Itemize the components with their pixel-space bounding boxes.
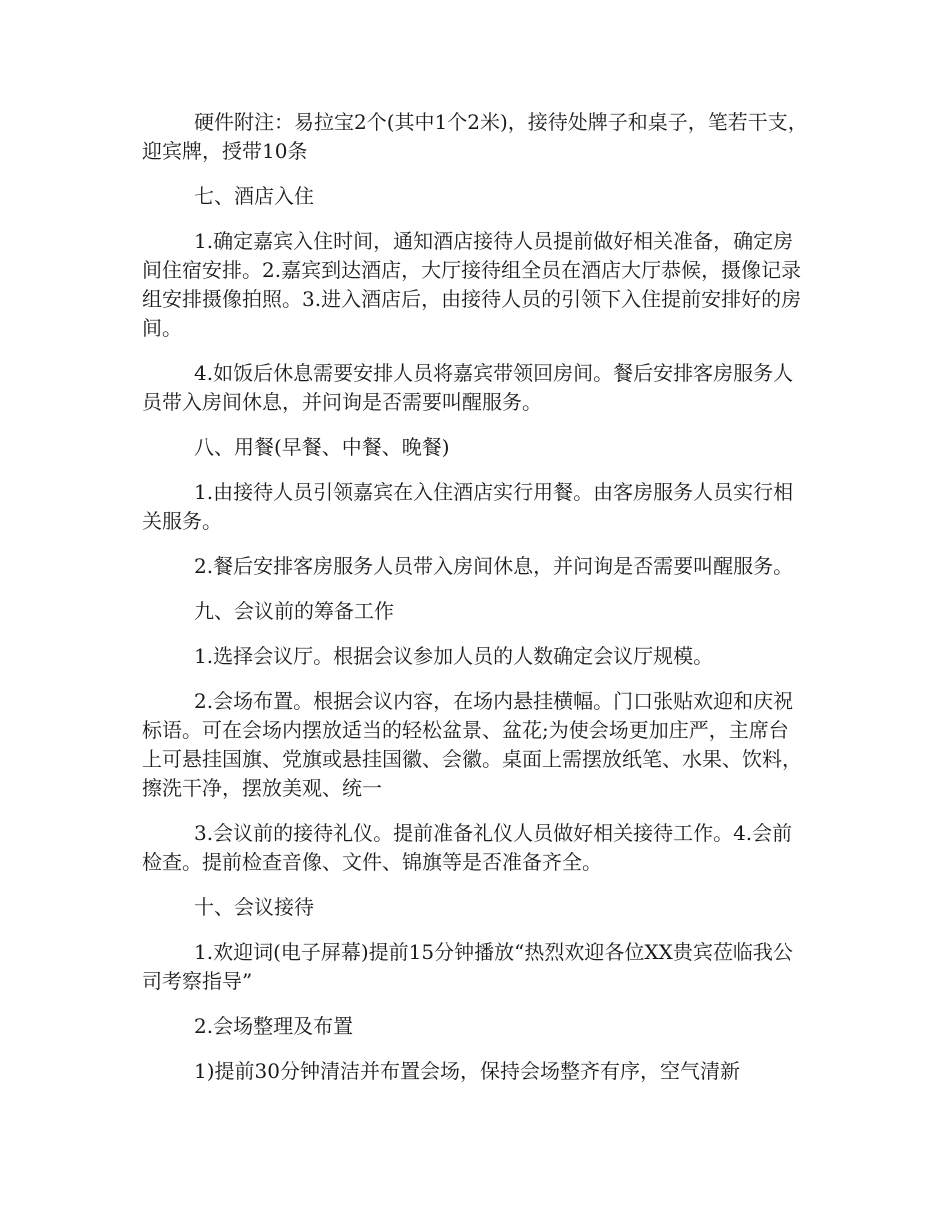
paragraph-hardware-note: 硬件附注：易拉宝2个(其中1个2米)，接待处牌子和桌子，笔若干支，迎宾牌，授带10条 [142,110,808,163]
paragraph-select-hall: 1.选择会议厅。根据会议参加人员的人数确定会议厅规模。 [194,644,714,668]
section-heading-meeting-reception: 十、会议接待 [194,895,314,919]
paragraph-checkin-steps: 1.确定嘉宾入住时间，通知酒店接待人员提前做好相关准备，确定房间住宿安排。2.嘉宾到达酒店，大厅接待组全员在酒店大厅恭候，摄像记录组安排摄像拍照。3.进入酒店后，由接待人员的引领下入住提前安排好的房间。 [142,229,802,340]
document-body [142,108,808,1102]
section-heading-hotel-checkin: 七、酒店入住 [194,184,314,208]
paragraph-welcome-screen: 1.欢迎词(电子屏幕)提前15分钟播放“热烈欢迎各位XX贵宾莅临我公司考察指导” [142,940,793,993]
section-heading-meeting-preparation: 九、会议前的筹备工作 [194,599,394,623]
section-heading-dining: 八、用餐(早餐、中餐、晚餐) [194,435,450,459]
paragraph-venue-cleaning: 1)提前30分钟清洁并布置会场，保持会场整齐有序，空气清新 [194,1059,740,1083]
paragraph-venue-arrangement: 2.会场整理及布置 [194,1014,354,1038]
paragraph-reception-etiquette: 3.会议前的接待礼仪。提前准备礼仪人员做好相关接待工作。4.会前检查。提前检查音像、文件、锦旗等是否准备齐全。 [142,821,793,874]
paragraph-dining-guide: 1.由接待人员引领嘉宾在入住酒店实行用餐。由客房服务人员实行相关服务。 [142,480,794,533]
paragraph-after-meal-rest: 4.如饭后休息需要安排人员将嘉宾带领回房间。餐后安排客房服务人员带入房间休息，并问询是否需要叫醒服务。 [142,361,794,414]
paragraph-venue-layout: 2.会场布置。根据会议内容，在场内悬挂横幅。门口张贴欢迎和庆祝标语。可在会场内摆放适当的轻松盆景、盆花;为使会场更加庄严，主席台上可悬挂国旗、党旗或悬挂国徽、会徽。桌面上需摆放纸笔、水果、饮料，擦洗干净，摆放美观、统一 [142,689,802,800]
paragraph-dining-rest: 2.餐后安排客房服务人员带入房间休息，并问询是否需要叫醒服务。 [194,554,794,578]
